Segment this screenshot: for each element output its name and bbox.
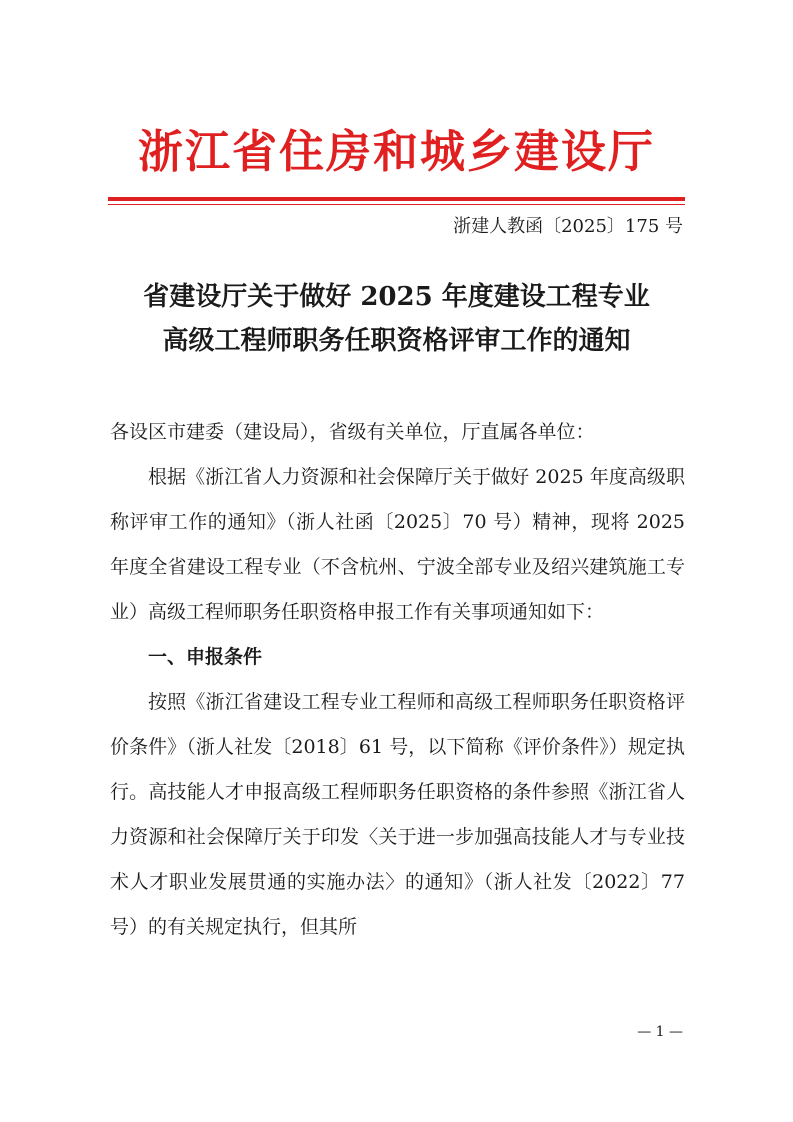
page-number: — 1 — xyxy=(637,1024,683,1040)
document-title-line-1: 省建设厅关于做好 2025 年度建设工程专业 xyxy=(143,282,650,312)
document-number: 浙建人教函〔2025〕175 号 xyxy=(453,216,683,237)
salutation: 各设区市建委（建设局），省级有关单位，厅直属各单位： xyxy=(110,421,595,443)
issuing-organization-title: 浙江省住房和城乡建设厅 xyxy=(137,125,655,178)
document-body xyxy=(110,410,685,950)
red-header-rule-thin xyxy=(108,204,685,205)
section-paragraph-application-conditions: 按照《浙江省建设工程专业工程师和高级工程师职务任职资格评价条件》（浙人社发〔2018〕61 号，以下简称《评价条件》）规定执行。高技能人才申报高级工程师职务任职资格的条件参照《浙江省人力资源和社会保障厅关于印发〈关于进一步加强高技能人才与专业技术人才职业发展贯通的实施办法〉的通知》（浙人社发〔2022〕77 号）的有关规定执行，但其所 xyxy=(110,691,685,938)
red-header-rule-thick xyxy=(108,197,685,201)
document-title-line-2: 高级工程师职务任职资格评审工作的通知 xyxy=(162,326,631,356)
intro-paragraph: 根据《浙江省人力资源和社会保障厅关于做好 2025 年度高级职称评审工作的通知》（浙人社函〔2025〕70 号）精神，现将 2025 年度全省建设工程专业（不含杭州、宁波全部专业及绍兴建筑施工专业）高级工程师职务任职资格申报工作有关事项通知如下： xyxy=(110,466,685,623)
section-heading-application-conditions: 一、申报条件 xyxy=(148,646,263,668)
document-title xyxy=(0,275,793,363)
